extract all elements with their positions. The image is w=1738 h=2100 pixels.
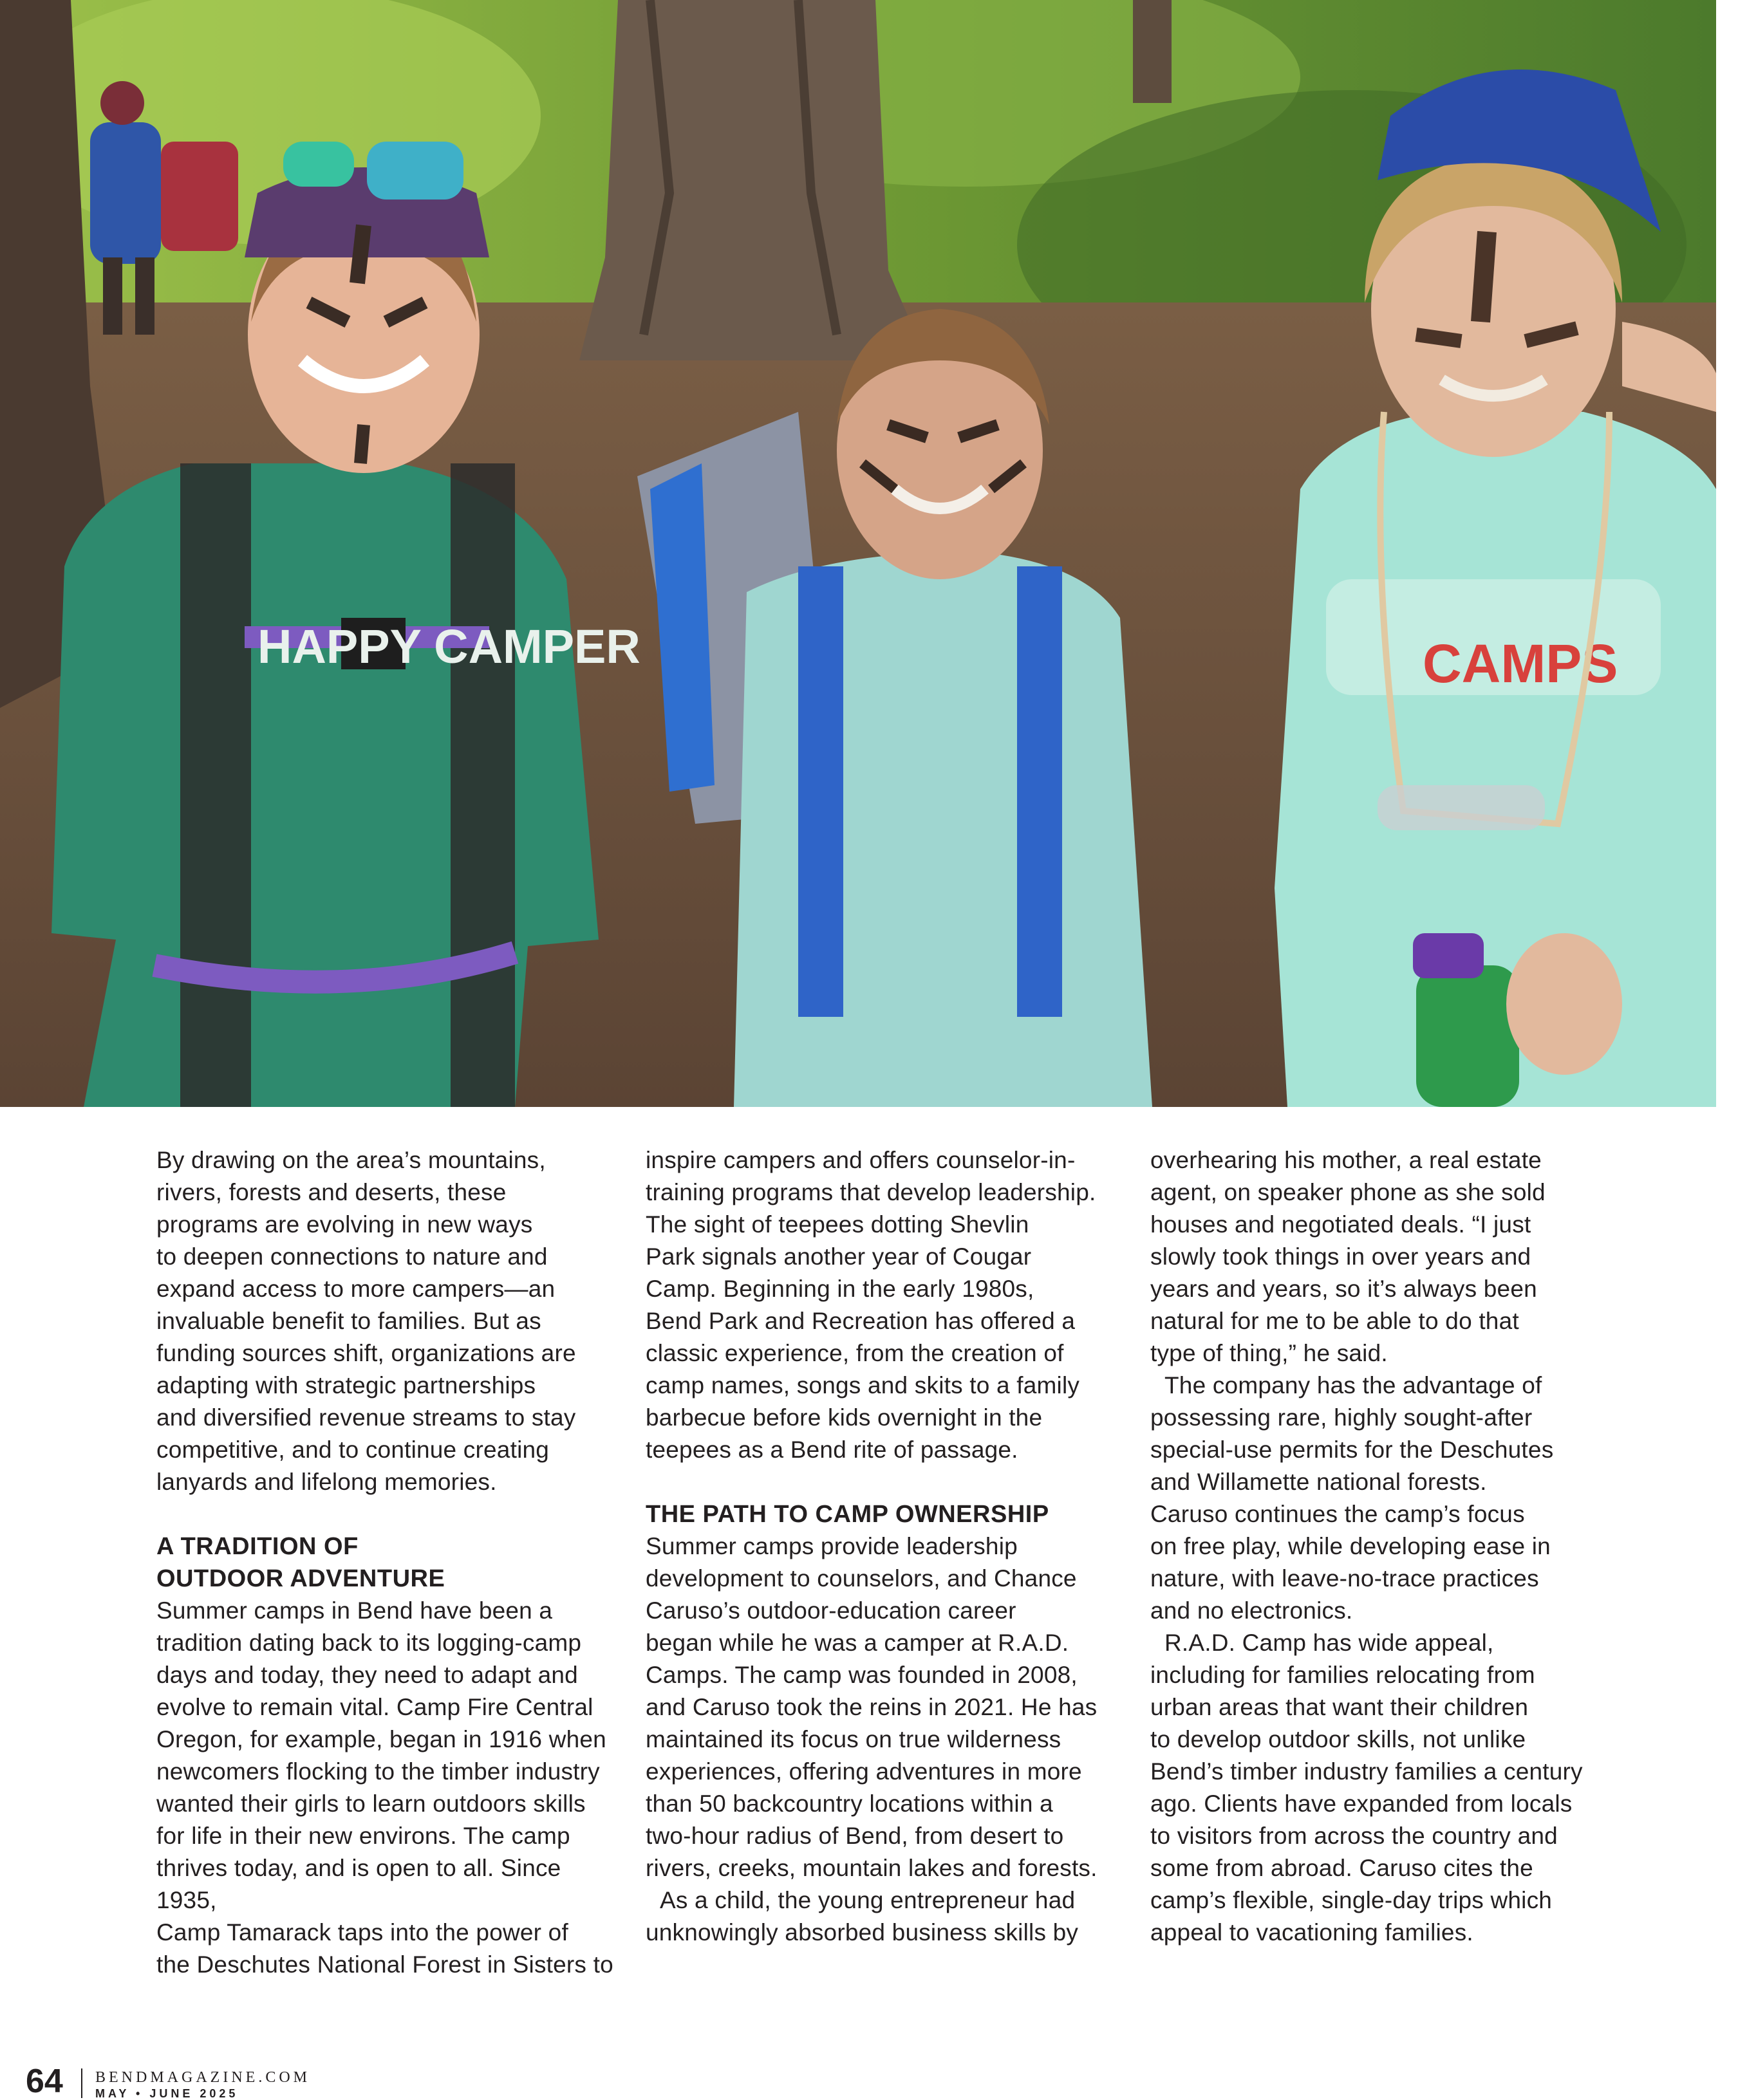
article-column-2	[646, 1144, 1135, 1949]
article-column-1	[156, 1144, 620, 1981]
paragraph: Summer camps provide leadership development to counselors, and Chance Caruso’s outdoor-education career began while he was a camper at R.A.D. Camps. The camp was founded in 2008, and Caruso took the reins in 2021. He has maintained its focus on true wilderness experiences, offering adventures in more than 50 backcountry locations within a two-hour radius of Bend, from desert to rivers, creeks, mountain lakes and forests.	[646, 1533, 1098, 1881]
paragraph: As a child, the young entrepreneur had unknowingly absorbed business skills by	[646, 1887, 1079, 1946]
paragraph: The company has the advantage of possessing rare, highly sought-after special-use permits for the Deschutes and Willamette national forests. Caruso continues the camp’s focus on free play, while developing ease in nature, with leave-no-trace practices and no electronics.	[1150, 1372, 1554, 1624]
shirt-text-left: HAPPY CAMPER	[257, 620, 640, 673]
page-number: 64	[26, 2063, 63, 2100]
section-heading-tradition: A TRADITION OF OUTDOOR ADVENTURE	[156, 1533, 445, 1592]
magazine-website: BENDMAGAZINE.COM	[95, 2069, 310, 2086]
section-heading-camp-ownership: THE PATH TO CAMP OWNERSHIP	[646, 1501, 1049, 1528]
issue-date: MAY • JUNE 2025	[95, 2087, 239, 2100]
paragraph: inspire campers and offers counselor-in- training programs that develop leadership. The sight of teepees dotting Shevlin Park signals another year of Cougar Camp. Beginning in the early 1980s, Bend Park and Recreation has offered a classic experience, from the creation of camp names, songs and skits to a family barbecue before kids overnight in the teepees as a Bend rite of passage.	[646, 1147, 1096, 1463]
shirt-text-right: CAMPS	[1423, 633, 1618, 694]
tree-trunk-center	[579, 0, 927, 360]
footer-divider	[81, 2068, 82, 2098]
paragraph: R.A.D. Camp has wide appeal, including for families relocating from urban areas that want their children to develop outdoor skills, not unlike Bend’s timber industry families a century ago. Clients have expanded from locals to visitors from across the country and some from abroad. Caruso cites the camp’s flexible, single-day trips which appeal to vacationing families.	[1150, 1630, 1583, 1946]
article-column-3	[1150, 1144, 1601, 1949]
paragraph: Summer camps in Bend have been a tradition dating back to its logging-camp days and today, they need to adapt and evolve to remain vital. Camp Fire Central Oregon, for example, began in 1916 when newcomers flocking to the timber industry wanted their girls to learn outdoors skills for life in their new environs. The camp thrives today, and is open to all. Since 1935, Camp Tamarack taps into the power of the Deschutes National Forest in Sisters to	[156, 1597, 613, 1978]
paragraph: overhearing his mother, a real estate agent, on speaker phone as she sold houses and negotiated deals. “I just slowly took things in over years and years and years, so it’s always been natural for me to be able to do that type of thing,” he said.	[1150, 1147, 1546, 1366]
paragraph-intro: By drawing on the area’s mountains, rivers, forests and deserts, these programs are evolving in new ways to deepen connections to nature and expand access to more campers—an invaluable benefit to families. But as funding sources shift, organizations are adapting with strategic partnerships and diversified revenue streams to stay competitive, and to continue creating lanyards and lifelong memories.	[156, 1147, 576, 1495]
